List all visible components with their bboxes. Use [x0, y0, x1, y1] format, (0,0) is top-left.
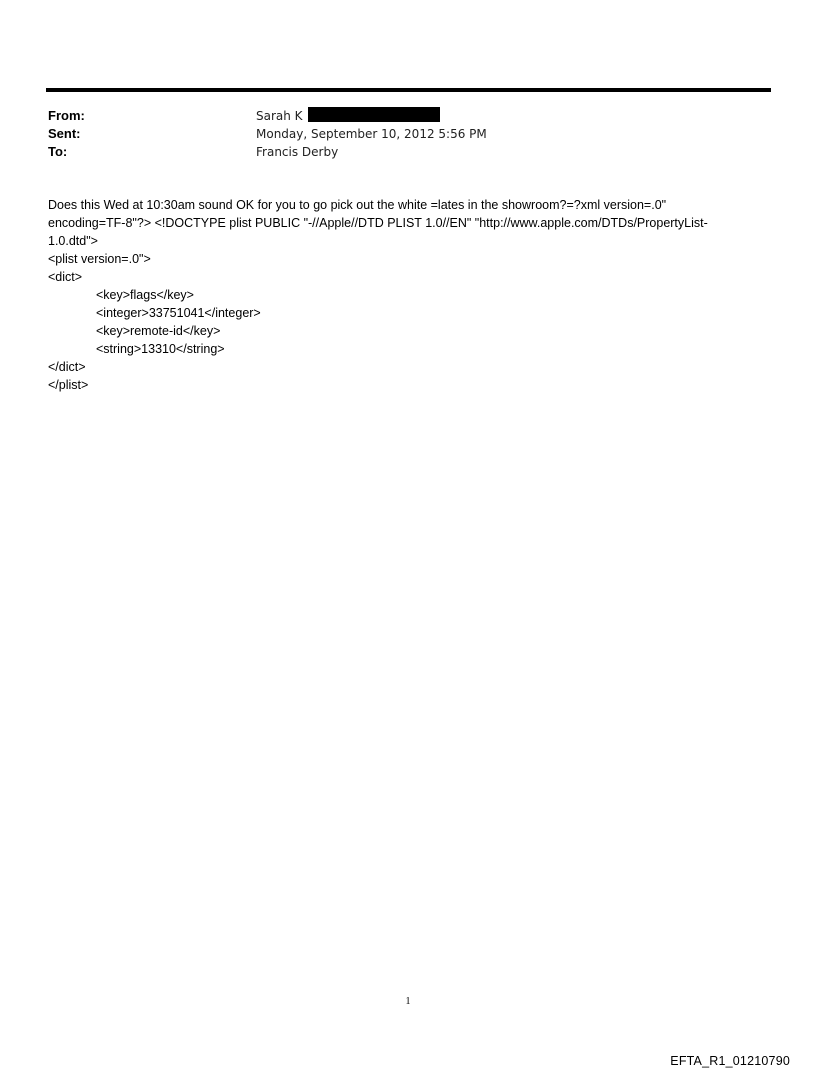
page-number: 1 [405, 996, 411, 1007]
document-id: EFTA_R1_01210790 [670, 1054, 790, 1068]
body-line: </plist> [48, 378, 89, 392]
body-line: <plist version=.0"> [48, 252, 151, 266]
header-divider [46, 88, 771, 92]
to-label: To: [48, 144, 68, 159]
sender-name: Sarah K [256, 109, 303, 123]
email-body [48, 196, 768, 394]
body-line: <key>remote-id</key> [96, 324, 221, 338]
body-line: <string>13310</string> [96, 342, 225, 356]
body-line: <key>flags</key> [96, 288, 194, 302]
body-line: encoding=TF-8"?> <!DOCTYPE plist PUBLIC "-//Apple//DTD PLIST 1.0//EN" "http://www.apple.com/DTDs/PropertyList- [48, 216, 708, 230]
body-line: 1.0.dtd"> [48, 234, 98, 248]
from-value [256, 107, 440, 125]
body-line: </dict> [48, 360, 86, 374]
sent-value: Monday, September 10, 2012 5:56 PM [256, 127, 487, 141]
redaction-block [308, 107, 440, 122]
to-value: Francis Derby [256, 145, 339, 159]
body-line: <integer>33751041</integer> [96, 306, 261, 320]
body-line: Does this Wed at 10:30am sound OK for you to go pick out the white =lates in the showroom?=?xml version=.0" [48, 198, 667, 212]
body-line: <dict> [48, 270, 83, 284]
from-label: From: [48, 108, 85, 123]
sent-label: Sent: [48, 126, 81, 141]
